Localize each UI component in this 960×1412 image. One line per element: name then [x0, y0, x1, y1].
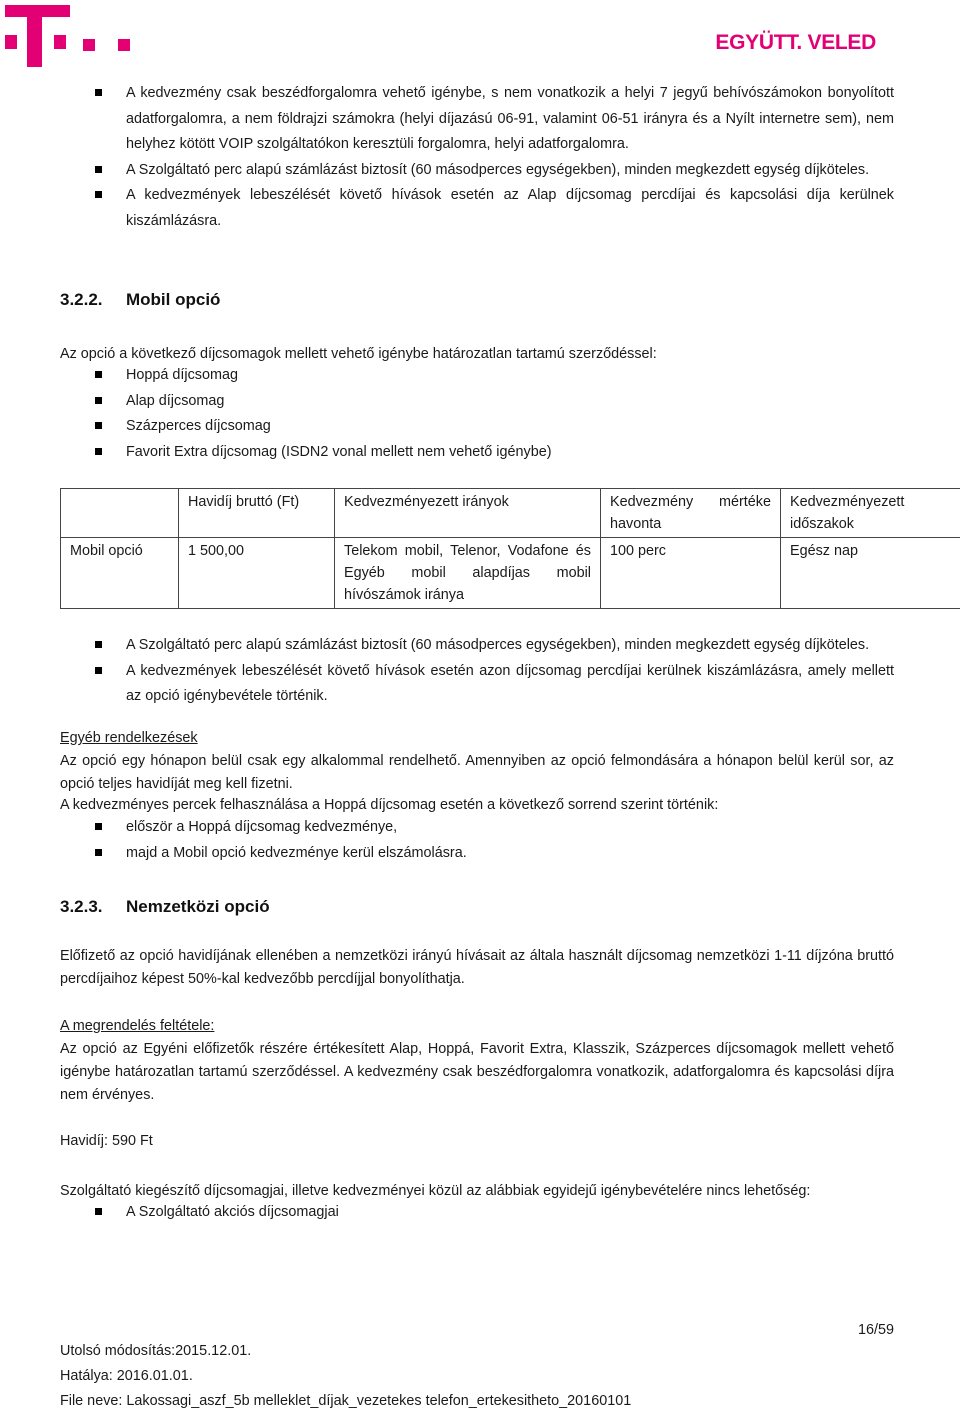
square-bullet-icon — [95, 1208, 102, 1215]
list-item — [60, 815, 894, 841]
section-title: Nemzetközi opció — [126, 897, 270, 916]
table-header-row — [61, 489, 960, 538]
table-cell: Mobil opció — [61, 538, 179, 609]
usage-order-intro: A kedvezményes percek felhasználása a Hoppá díjcsomag esetén a következő sorrend szerint történik: — [60, 797, 719, 813]
table-header-cell: Kedvezményezett irányok — [335, 489, 601, 538]
monthly-fee: Havidíj: 590 Ft — [60, 1133, 153, 1149]
table-cell: Telekom mobil, Telenor, Vodafone és Egyéb mobil alapdíjas mobil hívószámok iránya — [335, 538, 601, 609]
list-item-text: Hoppá díjcsomag — [126, 367, 238, 383]
section-title: Mobil opció — [126, 290, 221, 309]
list-item-text: A kedvezmény csak beszédforgalomra vehető igénybe, s nem vonatkozik a helyi 7 jegyű behívószámokon bonyolított adatforgalomra, a nem földrajzi számokra (helyi díjazású 06-91, valamint 06-51 irányra és a Nyílt internetre sem), nem helyhez kötött VOIP szolgáltatókon keresztüli forgalomra, helyi adatforgalomra. — [126, 85, 894, 152]
other-provisions-text: Az opció egy hónapon belül csak egy alkalommal rendelhető. Amennyiben az opció felmondására a hónapon belül kerül sor, az opció teljes havidíját meg kell fizetni. — [60, 753, 894, 792]
square-bullet-icon — [95, 849, 102, 856]
file-name: File neve: Lakossagi_aszf_5b melleklet_díjak_vezetekes telefon_ertekesitheto_20160101 — [60, 1393, 632, 1409]
table-row — [61, 538, 960, 609]
package-list — [60, 363, 894, 465]
square-bullet-icon — [95, 641, 102, 648]
mobil-option-table — [60, 488, 960, 609]
top-bullet-list — [60, 81, 894, 234]
section-number: 3.2.2. — [60, 290, 103, 309]
list-item — [60, 158, 894, 184]
table-header-cell: Havidíj bruttó (Ft) — [179, 489, 335, 538]
list-item-text: A Szolgáltató perc alapú számlázást biztosít (60 másodperces egységekben), minden megkezdett egység díjköteles. — [126, 161, 870, 178]
table-cell: Egész nap — [781, 538, 960, 609]
section-heading-nemzetkozi — [60, 895, 894, 919]
other-provisions-heading: Egyéb rendelkezések — [60, 730, 198, 746]
mobil-intro: Az opció a következő díjcsomagok mellett vehető igénybe határozatlan tartamú szerződéssel: — [60, 346, 657, 362]
list-item — [60, 633, 894, 659]
page-number: 16/59 — [857, 1322, 894, 1338]
square-bullet-icon — [95, 166, 102, 173]
last-modified: Utolsó módosítás:2015.12.01. — [60, 1343, 252, 1359]
table-header-cell: Kedvezmény mértéke havonta — [601, 489, 781, 538]
list-item-text: először a Hoppá díjcsomag kedvezménye, — [126, 819, 398, 835]
list-item-text: Alap díjcsomag — [126, 392, 225, 409]
square-bullet-icon — [95, 89, 102, 96]
square-bullet-icon — [95, 823, 102, 830]
nemzetkozi-description: Előfizető az opció havidíjának ellenében a nemzetközi irányú hívásait az általa használt díjcsomag nemzetközi 1-11 díjzóna bruttó percdíjaihoz képest 50%-kal kedvezőbb percdíjjal bonyolíthatja. — [60, 948, 894, 987]
list-item — [60, 659, 894, 710]
order-condition-text: Az opció az Egyéni előfizetők részére értékesített Alap, Hoppá, Favorit Extra, Klasszik, Százperces díjcsomagok mellett vehető igénybe határozatlan tartamú szerződéssel. A kedvezmény csak beszédforgalomra vonatkozik, adatforgalomra és kapcsolási díjra nem érvényes. — [60, 1041, 894, 1103]
square-bullet-icon — [95, 448, 102, 455]
section-number: 3.2.3. — [60, 897, 103, 916]
list-item — [60, 440, 894, 466]
exclusions-list — [60, 1200, 894, 1226]
table-cell: 1 500,00 — [179, 538, 335, 609]
table-header-cell: Kedvezményezett időszakok — [781, 489, 960, 538]
list-item — [60, 1200, 894, 1226]
list-item — [60, 183, 894, 234]
effective-date: Hatálya: 2016.01.01. — [60, 1368, 193, 1384]
list-item-text: A Szolgáltató akciós díjcsomagjai — [126, 1204, 339, 1220]
square-bullet-icon — [95, 667, 102, 674]
brand-tagline: EGYÜTT. VELED — [715, 31, 876, 54]
usage-order-list — [60, 815, 894, 866]
after-table-bullet-list — [60, 633, 894, 710]
order-condition-heading: A megrendelés feltétele: — [60, 1018, 215, 1034]
table-header-cell — [61, 489, 179, 538]
list-item-text: majd a Mobil opció kedvezménye kerül elszámolásra. — [126, 844, 467, 861]
table-cell: 100 perc — [601, 538, 781, 609]
list-item-text: Százperces díjcsomag — [126, 418, 271, 434]
square-bullet-icon — [95, 371, 102, 378]
list-item — [60, 81, 894, 158]
list-item-text: A kedvezmények lebeszélését követő hívások esetén azon díjcsomag percdíjai kerülnek kiszámlázásra, amely mellett az opció igénybevétele történik. — [126, 662, 894, 704]
list-item — [60, 841, 894, 867]
square-bullet-icon — [95, 397, 102, 404]
square-bullet-icon — [95, 422, 102, 429]
list-item — [60, 389, 894, 415]
telekom-t-logo-icon — [5, 5, 135, 69]
list-item — [60, 363, 894, 389]
square-bullet-icon — [95, 191, 102, 198]
list-item — [60, 414, 894, 440]
section-heading-mobil — [60, 288, 894, 312]
list-item-text: A Szolgáltató perc alapú számlázást biztosít (60 másodperces egységekben), minden megkezdett egység díjköteles. — [126, 637, 870, 653]
list-item-text: A kedvezmények lebeszélését követő hívások esetén az Alap díjcsomag percdíjai és kapcsolási díja kerülnek kiszámlázásra. — [126, 187, 894, 229]
list-item-text: Favorit Extra díjcsomag (ISDN2 vonal mellett nem vehető igénybe) — [126, 443, 552, 460]
exclusions-intro: Szolgáltató kiegészítő díjcsomagjai, illetve kedvezményei közül az alábbiak egyidejű igénybevételére nincs lehetőség: — [60, 1183, 811, 1199]
